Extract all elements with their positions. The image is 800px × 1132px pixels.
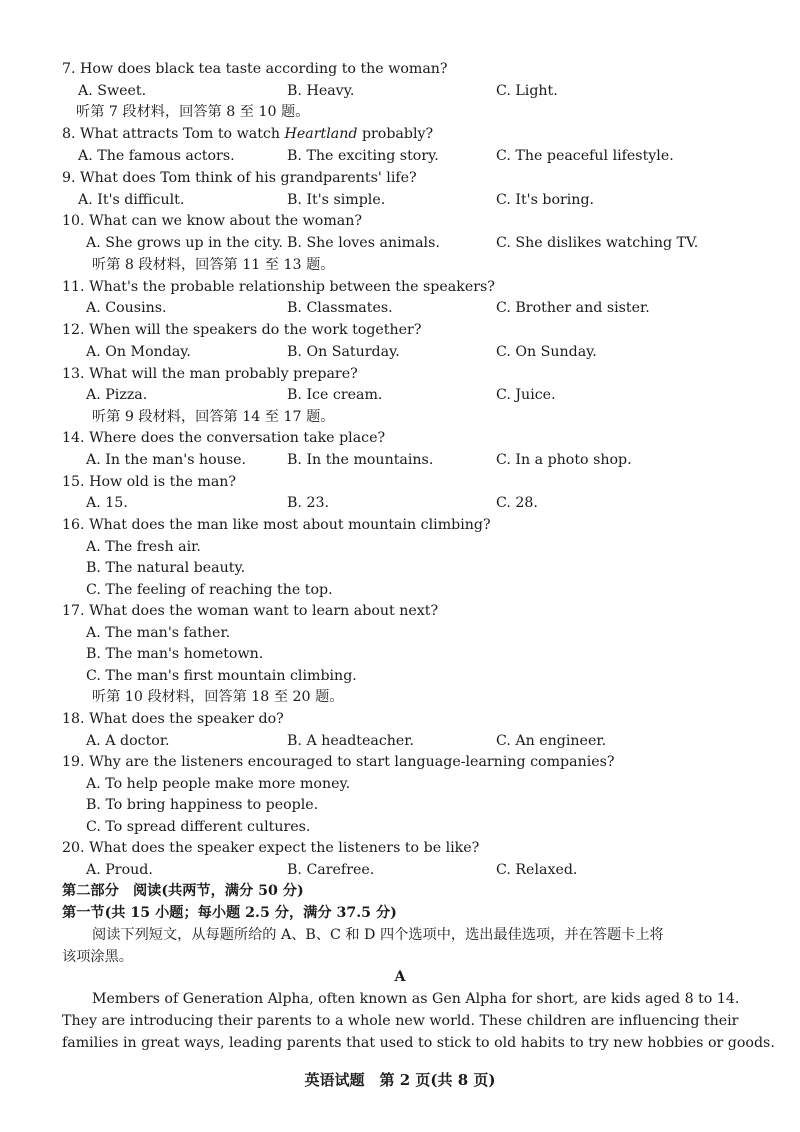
passage-line-3: families in great ways, leading parents that used to stick to old habits to try new hobbies or goods. [62, 1035, 775, 1051]
question-15-option-c: C. 28. [496, 495, 538, 511]
question-7-stem: 7. How does black tea taste according to the woman? [62, 61, 448, 77]
question-11-option-c: C. Brother and sister. [496, 300, 650, 316]
question-18-option-b: B. A headteacher. [287, 733, 415, 749]
question-15-stem: 15. How old is the man? [62, 474, 237, 490]
question-9-option-a: A. It's difficult. [78, 192, 185, 208]
question-12-stem: 12. When will the speakers do the work together? [62, 322, 422, 338]
instruction-passage-9: 听第 9 段材料，回答第 14 至 17 题。 [92, 409, 335, 425]
question-19-option-b: B. To bring happiness to people. [86, 797, 319, 813]
question-14-option-a: A. In the man's house. [86, 452, 247, 468]
reading-directions-line-2: 该项涂黑。 [62, 949, 133, 965]
question-20-option-a: A. Proud. [86, 862, 153, 878]
passage-line-2: They are introducing their parents to a whole new world. These children are influencing their [62, 1013, 739, 1029]
question-16-stem: 16. What does the man like most about mountain climbing? [62, 517, 491, 533]
question-13-option-c: C. Juice. [496, 387, 556, 403]
question-8-stem-text: 8. What attracts Tom to watch [62, 126, 285, 142]
question-7-option-b: B. Heavy. [287, 83, 355, 99]
question-17-stem: 17. What does the woman want to learn about next? [62, 603, 439, 619]
question-11-option-b: B. Classmates. [287, 300, 393, 316]
reading-directions-line-1: 阅读下列短文，从每题所给的 A、B、C 和 D 四个选项中，选出最佳选项，并在答题卡上将 [92, 927, 664, 943]
question-16-option-a: A. The fresh air. [86, 539, 201, 555]
question-17-option-a: A. The man's father. [86, 625, 231, 641]
passage-label: A [394, 969, 406, 985]
question-15-option-a: A. 15. [86, 495, 128, 511]
question-20-option-b: B. Carefree. [287, 862, 375, 878]
question-16-option-b: B. The natural beauty. [86, 560, 246, 576]
question-19-stem: 19. Why are the listeners encouraged to start language-learning companies? [62, 754, 615, 770]
question-11-stem: 11. What's the probable relationship between the speakers? [62, 279, 495, 295]
question-13-option-b: B. Ice cream. [287, 387, 383, 403]
instruction-passage-10: 听第 10 段材料，回答第 18 至 20 题。 [92, 689, 344, 705]
part-2-heading: 第二部分 阅读(共两节，满分 50 分) [62, 883, 304, 899]
question-20-stem: 20. What does the speaker expect the listeners to be like? [62, 840, 480, 856]
question-8-option-b: B. The exciting story. [287, 148, 439, 164]
question-12-option-b: B. On Saturday. [287, 344, 400, 360]
question-12-option-a: A. On Monday. [86, 344, 191, 360]
question-15-option-b: B. 23. [287, 495, 330, 511]
question-8-stem-end: probably? [357, 126, 434, 142]
question-7-option-c: C. Light. [496, 83, 558, 99]
passage-line-1: Members of Generation Alpha, often known as Gen Alpha for short, are kids aged 8 to 14. [92, 991, 740, 1007]
question-13-option-a: A. Pizza. [86, 387, 148, 403]
question-10-stem: 10. What can we know about the woman? [62, 213, 363, 229]
question-10-option-b: B. She loves animals. [287, 235, 440, 251]
page-footer: 英语试题 第 2 页(共 8 页) [304, 1071, 496, 1089]
question-8-title-italic: Heartland [284, 126, 358, 142]
question-13-stem: 13. What will the man probably prepare? [62, 366, 358, 382]
question-18-option-a: A. A doctor. [86, 733, 170, 749]
question-17-option-c: C. The man's first mountain climbing. [86, 668, 357, 684]
question-11-option-a: A. Cousins. [86, 300, 167, 316]
question-8-option-c: C. The peaceful lifestyle. [496, 148, 674, 164]
question-14-stem: 14. Where does the conversation take place? [62, 430, 386, 446]
question-17-option-b: B. The man's hometown. [86, 646, 264, 662]
question-14-option-c: C. In a photo shop. [496, 452, 632, 468]
section-1-heading: 第一节(共 15 小题；每小题 2.5 分，满分 37.5 分) [62, 905, 397, 921]
question-10-option-a: A. She grows up in the city. [86, 235, 283, 251]
question-7-option-a: A. Sweet. [78, 83, 147, 99]
question-16-option-c: C. The feeling of reaching the top. [86, 582, 333, 598]
question-9-option-b: B. It's simple. [287, 192, 386, 208]
question-18-option-c: C. An engineer. [496, 733, 607, 749]
question-18-stem: 18. What does the speaker do? [62, 711, 284, 727]
question-9-stem: 9. What does Tom think of his grandparents' life? [62, 170, 417, 186]
instruction-passage-7: 听第 7 段材料，回答第 8 至 10 题。 [76, 104, 310, 120]
question-19-option-c: C. To spread different cultures. [86, 819, 311, 835]
question-20-option-c: C. Relaxed. [496, 862, 578, 878]
question-12-option-c: C. On Sunday. [496, 344, 597, 360]
question-10-option-c: C. She dislikes watching TV. [496, 235, 699, 251]
instruction-passage-8: 听第 8 段材料，回答第 11 至 13 题。 [92, 257, 335, 273]
question-9-option-c: C. It's boring. [496, 192, 595, 208]
question-8-option-a: A. The famous actors. [78, 148, 235, 164]
question-19-option-a: A. To help people make more money. [86, 776, 351, 792]
question-14-option-b: B. In the mountains. [287, 452, 434, 468]
question-8-stem [62, 123, 433, 145]
